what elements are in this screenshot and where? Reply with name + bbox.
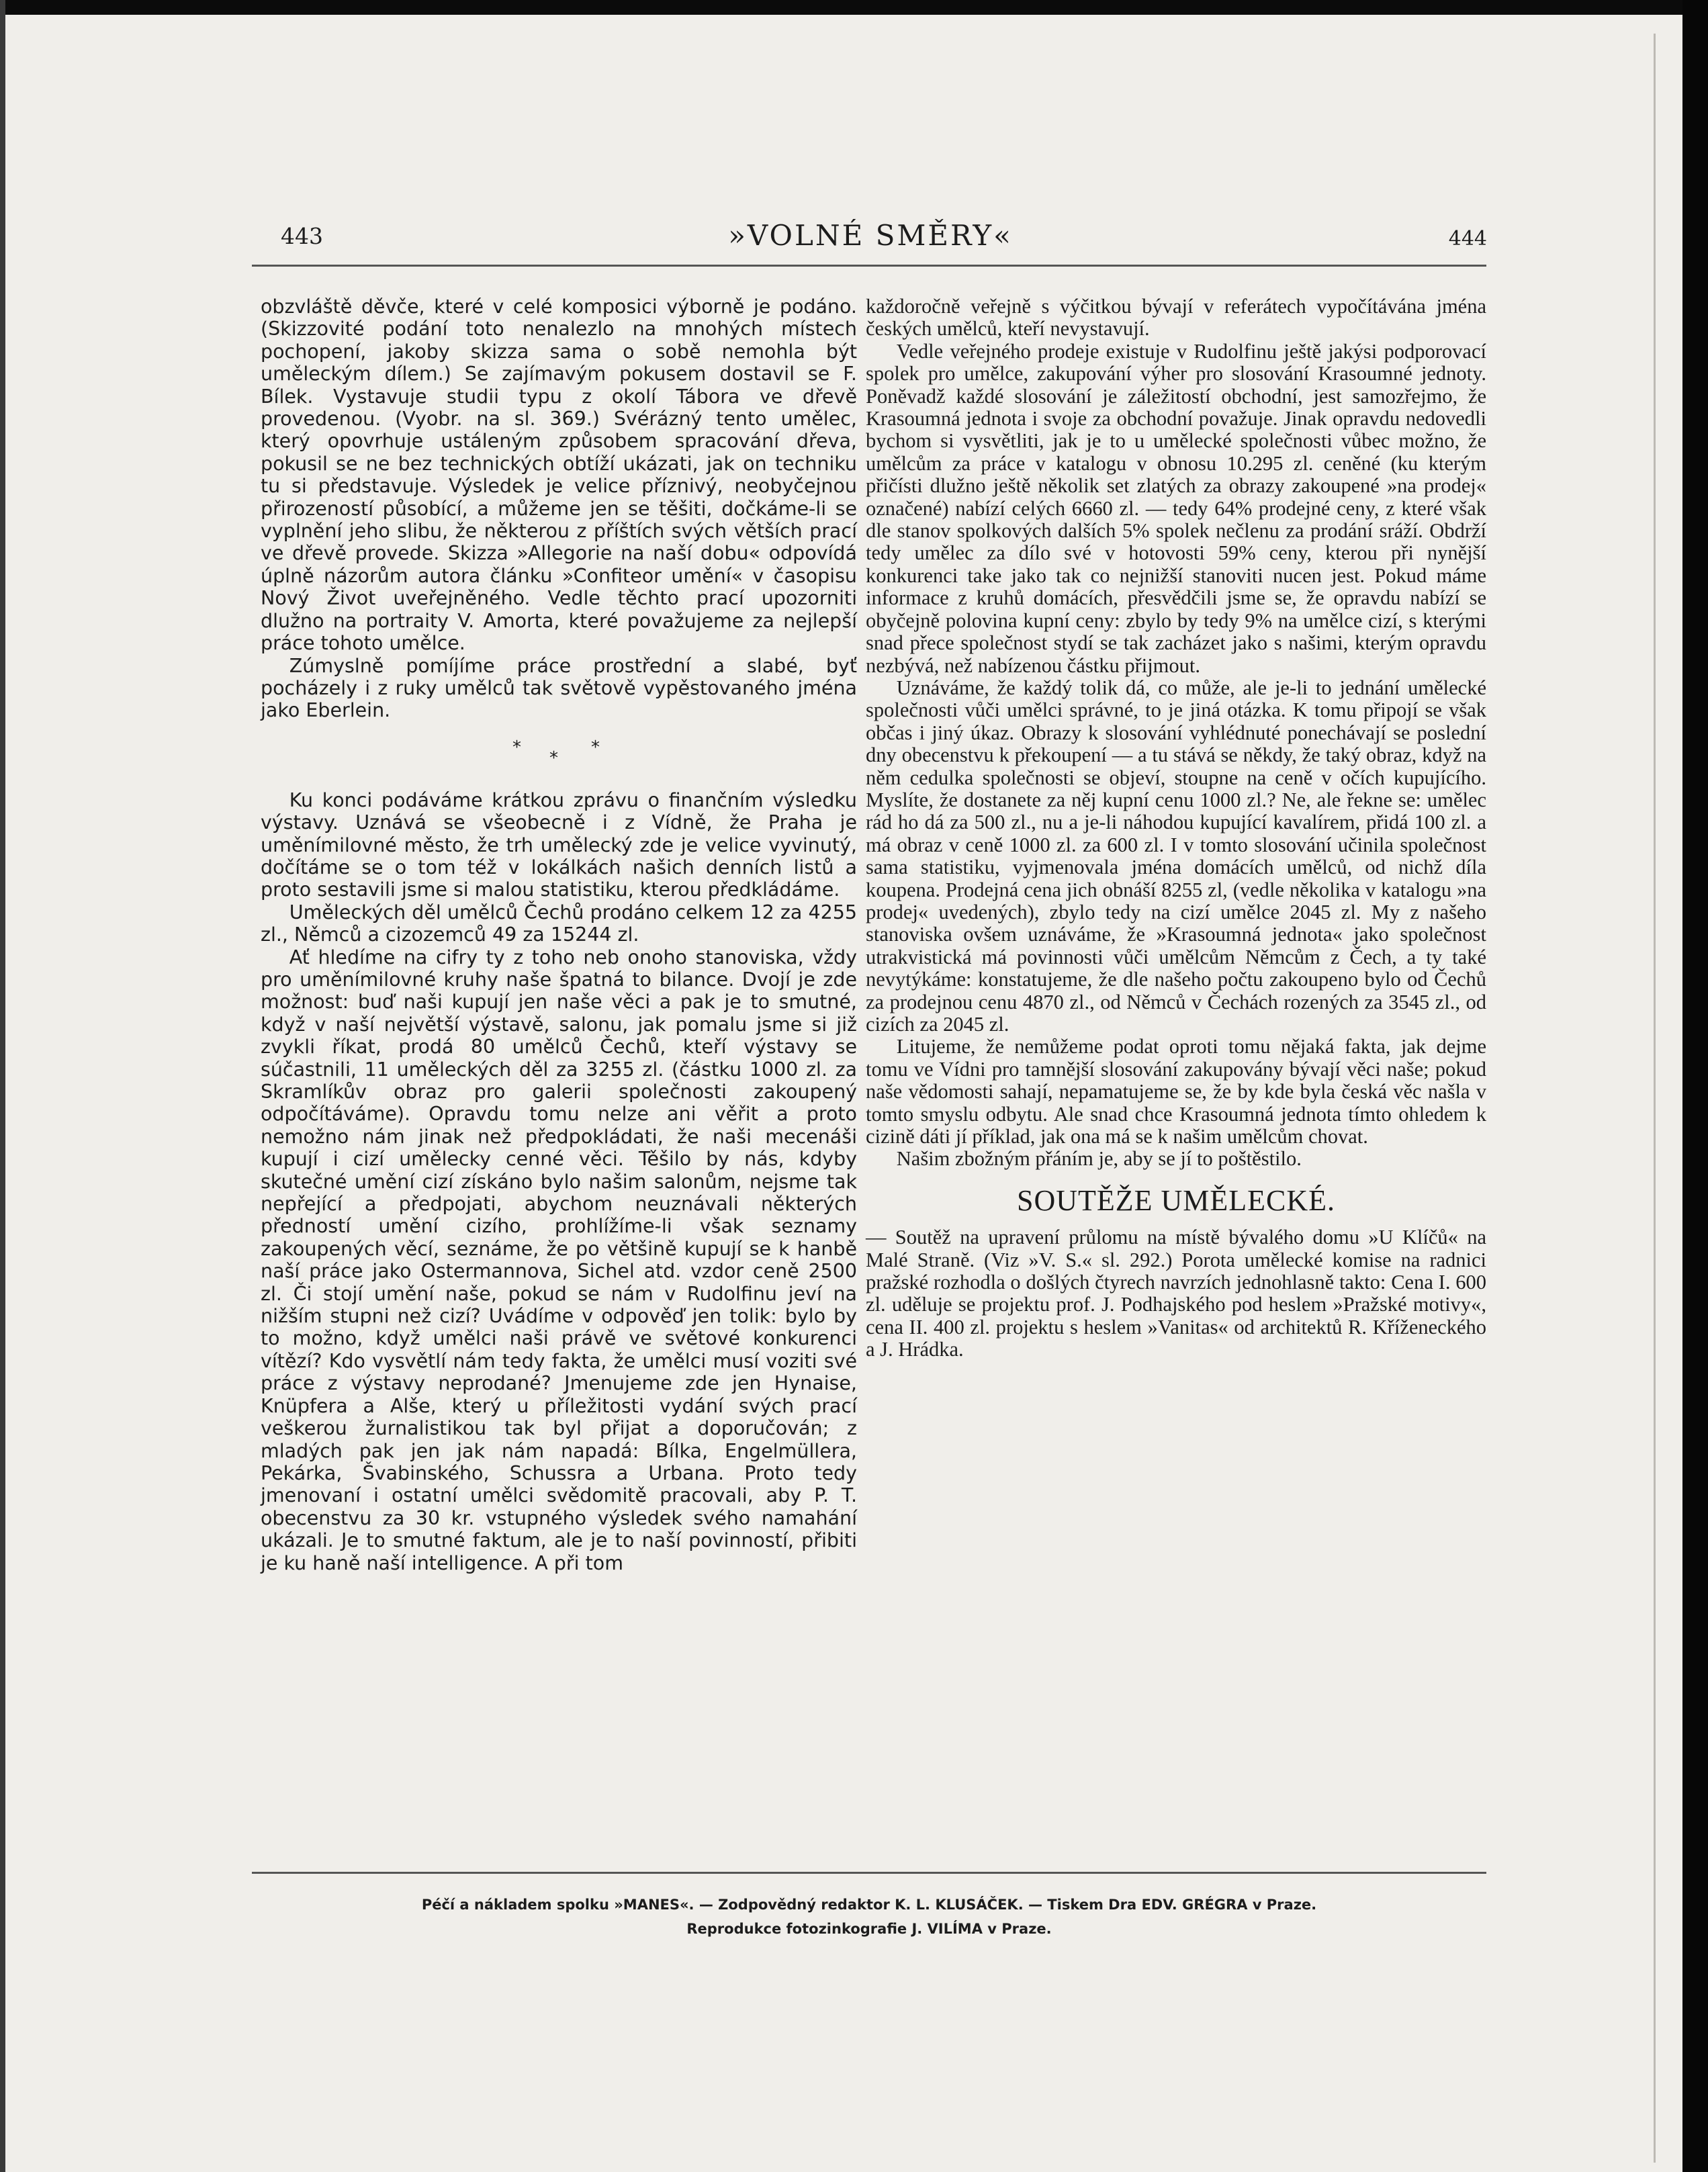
right-paragraph-5: Našim zbožným přáním je, aby se jí to poštěstilo. [896,1147,1302,1171]
imprint [252,1893,1486,1941]
section-title: SOUTĚŽE UMĚLECKÉ. [1016,1183,1336,1217]
scan-border-left [0,0,5,2172]
right-paragraph-2: Vedle veřejného prodeje existuje v Rudolfinu ještě jakýsi podporovací spolek pro umělce, zakupování výher pro slosování Krasoumné jednoty. Poněvadž každé slosování je záležitostí obchodní, jest samozřejmo, že Krasoumná jednota i svoje za obchodní považuje. Jinak opravdu nedovedli bychom si vysvětliti, jak je to u umělecké společnosti vůbec možno, že umělcům za práce v katalogu v obnosu 10.295 zl. ceněné (ku kterým přičísti dlužno ještě několik set zlatých za obrazy zakoupené »na prodej« označené) nabízí celých 6660 zl. — tedy 64% prodejné ceny, z které však dle stanov spolkových dalších 5% spolek nečlenu za prodání sráží. Obdrží tedy umělec za dílo své v hotovosti 59% ceny, kterou při nynější konkurenci take jako tak co nejnižší stanoviti nucen jest. Pokud máme informace z kruhů domácích, přesvědčili jsme se, že opravdu nabízí se obyčejně polovina kupní ceny: zbylo by tedy 9% na umělce cizí, s kterými snad přece společnost stydí se tak zacházet jako s našimi, kterým opravdu nezbývá, než nabízenou částku přijmout. [866,339,1486,677]
page-header [254,219,1487,259]
left-paragraph-4: Uměleckých děl umělců Čechů prodáno celkem 12 za 4255 zl., Němců a cizozemců 49 za 15244 zl. [261,901,857,946]
right-paragraph-1: každoročně veřejně s výčitkou bývají v referátech vypočítávána jména českých umělců, kteří nevystavují. [866,295,1486,341]
page-number-right: 444 [1448,227,1487,251]
page-number-left: 443 [281,223,323,249]
left-paragraph-2: Zúmyslně pomíjíme práce prostřední a slabé, byť pocházely i z ruky umělců tak světově vypěstovaného jména jako Eberlein. [261,654,857,722]
section-separator-stars [261,722,857,789]
page-edge-line [1654,34,1656,2163]
right-paragraph-6: — Soutěž na upravení průlomu na místě bývalého domu »U Klíčů« na Malé Straně. (Viz »V. S.« sl. 292.) Porota umělecké komise na radnici pražské rozhodla o došlých čtyrech navrzích jednohlasně takto: Cena I. 600 zl. uděluje se projektu prof. J. Podhajského pod heslem »Pražské motivy«, cena II. 400 zl. projektu s heslem »Vanitas« od architektů R. Kříženeckého a J. Hrádka. [866,1226,1486,1361]
footer-rule [252,1872,1486,1874]
scan-border-top [0,0,1708,15]
imprint-line-1: Péčí a nákladem spolku »MANES«. — Zodpovědný redaktor K. L. KLUSÁČEK. — Tiskem Dra EDV. GRÉGRA v Praze. [421,1897,1317,1913]
left-column [261,296,857,1574]
left-paragraph-1: obzvláště děvče, které v celé komposici výborně je podáno. (Skizzovité podání toto nenalezlo na mnohých místech pochopení, jakoby skizza sama o sobě nemohla být uměleckým dílem.) Se zajímavým pokusem dostavil se F. Bílek. Vystavuje studii typu z okolí Tábora ve dřevě provedenou. (Vyobr. na sl. 369.) Svérázný tento umělec, který opovrhuje ustáleným způsobem spracování dřeva, pokusil se ne bez technických obtíží ukázati, jak on techniku tu si představuje. Výsledek je velice příznivý, neobyčejnou přirozeností působící, a můžeme jen se těšiti, dočkáme-li se vyplnění jeho slibu, že některou z příštích svých větších prací ve dřevě provede. Skizza »Allegorie na naší dobu« odpovídá úplně názorům autora článku »Confiteor umění« v časopisu Nový Život uveřejněného. Vedle těchto prací upozorniti dlužno na portraity V. Amorta, které považujeme za nejlepší práce tohoto umělce. [261,296,857,655]
star-2: * [549,748,558,768]
left-paragraph-3: Ku konci podáváme krátkou zprávu o finančním výsledku výstavy. Uznává se všeobecně i z Vídně, že Praha je uměnímilovné město, že trh umělecký zde je velice vyvinutý, dočítáme se o tom též v lokálkách našich denních listů a proto sestavili jsme si malou statistiku, kterou předkládáme. [261,788,857,901]
scan-border-right [1682,0,1708,2172]
right-paragraph-4: Litujeme, že nemůžeme podat oproti tomu nějaká fakta, jak dejme tomu ve Vídni pro tamnější slosování zakupovány bývají věci naše; pokud naše vědomosti sahají, nepamatujeme se, že by kde byla česká věc našla v tomto smyslu odbytu. Ale snad chce Krasoumná jednota tímto ohledem k cizině dáti jí příklad, jak ona má se k našim umělcům chovat. [866,1035,1486,1148]
left-paragraph-5: Ať hledíme na cifry ty z toho neb onoho stanoviska, vždy pro uměnímilovné kruhy naše špatná to bilance. Dvojí je zde možnost: buď naši kupují jen naše věci a pak je to smutné, když v naší největší výstavě, salonu, jak pomalu jsme si již zvykli říkat, prodá 80 umělců Čechů, kteří výstavy se súčastnili, 11 uměleckých děl za 3255 zl. (částku 1000 zl. za Skramlíkův obraz pro galerii společnosti zakoupený odpočítáváme). Opravdu tomu nelze ani věřit a proto nemožno nám jinak než předpokládati, že naši mecenáši kupují i cizí umělecky cenné věci. Těšilo by nás, kdyby skutečné umění cizí získáno bylo našim salonům, nejsme tak nepřející a předpojati, abychom neuznávali některých předností umění cizího, prohlížíme-li však seznamy zakoupených věcí, seznáme, že po většině kupují se k hanbě naší práce jako Ostermannova, Sichel atd. vzdor ceně 2500 zl. Či stojí umění naše, pokud se nám v Rudolfinu jeví na nižším stupni než cizí? Uvádíme v odpověď jen tolik: bylo by to možno, když umělci naši právě ve světové konkurenci vítězí? Kdo vysvětlí nám tedy fakta, že umělci musí voziti své práce z výstavy neprodané? Jmenujeme zde jen Hynaise, Knüpfera a Alše, který u příležitosti vydání svých prací veškerou žurnalistikou tak byl přijat a doporučován; z mladých pak jen jak nám napadá: Bílka, Engelmüllera, Pekárka, Švabinského, Schussra a Urbana. Proto tedy jmenovaní i ostatní umělci svědomitě pracovali, aby P. T. obecenstvu za 30 kr. vstupného výsledek svého namahání ukázali. Je to smutné faktum, ale je to naší povinností, přibiti je ku haně naší intelligence. A při tom [261,946,857,1574]
imprint-line-2: Reprodukce fotozinkografie J. VILÍMA v Praze. [686,1921,1052,1937]
journal-title: »VOLNÉ SMĚRY« [728,219,1013,252]
right-column [866,296,1486,1361]
star-1: * [512,737,521,758]
header-rule [252,265,1486,267]
star-3: * [591,737,600,758]
right-paragraph-3: Uznáváme, že každý tolik dá, co může, ale je-li to jednání umělecké společnosti vůči umělci správné, to je jiná otázka. K tomu připojí se však občas i jiný úkaz. Obrazy k slosování vyhlédnuté ponechávají se poslední dny obecenstvu k překoupení — a tu stává se někdy, že taký obraz, když na něm cedulka společnosti se objeví, stoupne na ceně v očích kupujícího. Myslíte, že dostanete za něj kupní cenu 1000 zl.? Ne, ale řekne se: umělec rád ho dá za 500 zl., nu a je-li náhodou kupující kavalírem, přidá 100 zl. a má obraz v ceně 1000 zl. za 600 zl. I v tomto slosování učinila společnost sama statistiku, vyjmenovala jména domácích umělců, od nichž díla koupena. Prodejná cena jich obnáší 8255 zl, (vedle několika v katalogu »na prodej« uvedených), zbylo tedy na cizí umělce 2045 zl. My z našeho stanoviska ovšem uznáváme, že »Krasoumná jednota« jako společnost utrakvistická má povinnosti vůči umělcům Němcům z Čech, a ty také nevytýkáme: konstatujeme, že dle našeho počtu zakoupeno bylo od Čechů za prodejnou cenu 4870 zl., od Němců v Čechách rozených za 3545 zl., od cizích za 2045 zl. [866,676,1486,1036]
